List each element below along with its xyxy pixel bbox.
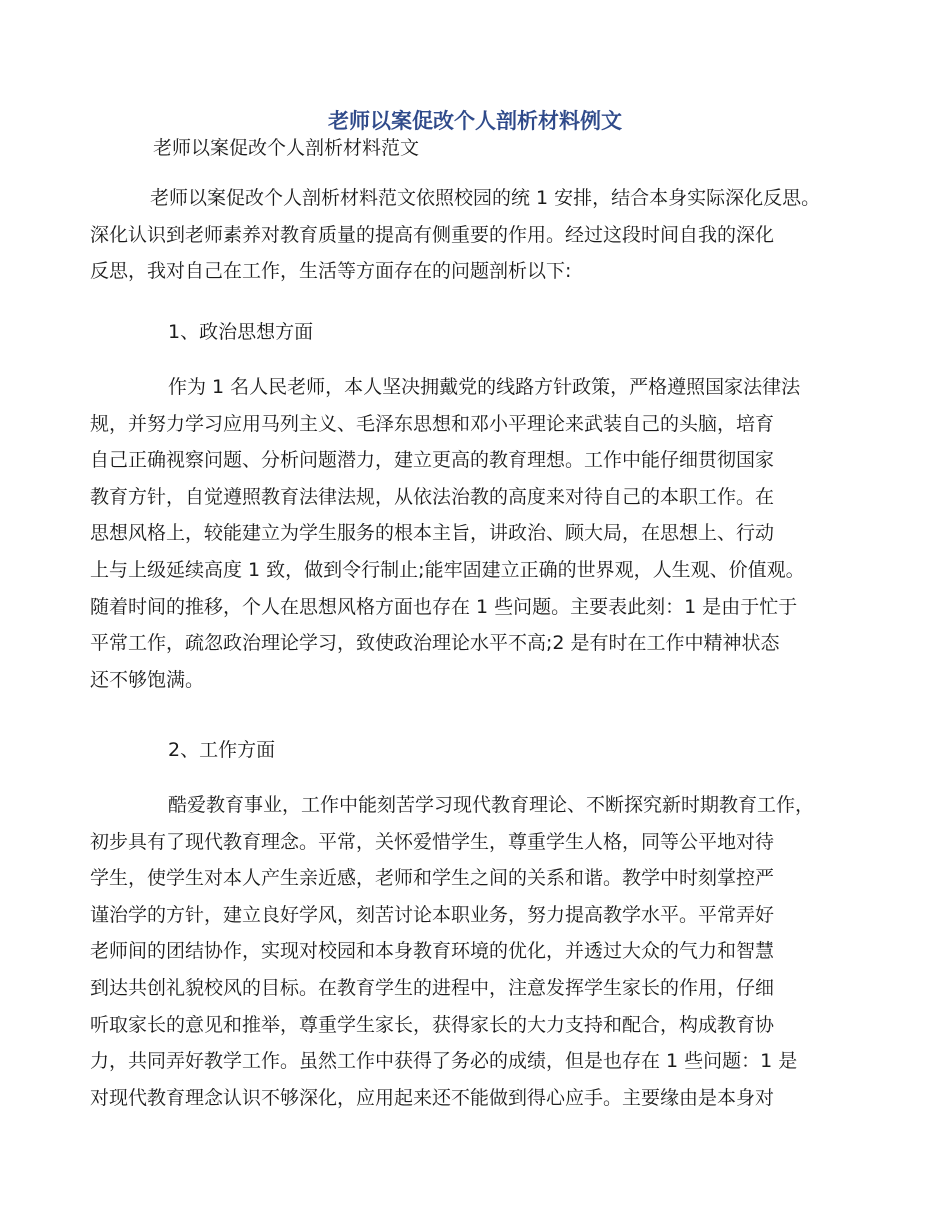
paragraph-line: 随着时间的推移，个人在思想风格方面也存在 1 些问题。主要表此刻：1 是由于忙于 (90, 595, 798, 618)
paragraph-line: 平常工作，疏忽政治理论学习，致使政治理论水平不高;2 是有时在工作中精神状态 (90, 632, 780, 655)
paragraph-line: 反思，我对自己在工作，生活等方面存在的问题剖析以下: (90, 260, 572, 283)
paragraph-line: 还不够饱满。 (90, 668, 205, 691)
paragraph-line: 听取家长的意见和推举，尊重学生家长，获得家长的大力支持和配合，构成教育协 (90, 1013, 775, 1036)
section-heading-politics: 1、政治思想方面 (168, 321, 314, 343)
paragraph-line: 初步具有了现代教育理念。平常，关怀爱惜学生，尊重学生人格，同等公平地对待 (90, 830, 775, 853)
paragraph-line: 教育方针，自觉遵照教育法律法规，从依法治教的高度来对待自己的本职工作。在 (90, 485, 775, 508)
document-title: 老师以案促改个人剖析材料例文 (328, 108, 622, 133)
document-subtitle: 老师以案促改个人剖析材料范文 (153, 137, 420, 159)
section-heading-work: 2、工作方面 (168, 739, 276, 761)
paragraph-line: 自己正确视察问题、分析问题潜力，建立更高的教育理想。工作中能仔细贯彻国家 (90, 449, 775, 472)
paragraph-line: 老师以案促改个人剖析材料范文依照校园的统 1 安排，结合本身实际深化反思。 (150, 187, 821, 209)
paragraph-line: 思想风格上，较能建立为学生服务的根本主旨，讲政治、顾大局，在思想上、行动 (90, 522, 775, 545)
politics-paragraph (90, 369, 880, 698)
paragraph-line: 力，共同弄好教学工作。虽然工作中获得了务必的成绩，但是也存在 1 些问题：1 是 (90, 1050, 798, 1073)
paragraph-line: 谨治学的方针，建立良好学风，刻苦讨论本职业务，努力提高教学水平。平常弄好 (90, 903, 775, 926)
paragraph-line: 作为 1 名人民老师，本人坚决拥戴党的线路方针政策，严格遵照国家法律法 (168, 376, 801, 398)
paragraph-line: 对现代教育理念认识不够深化，应用起来还不能做到得心应手。主要缘由是本身对 (90, 1086, 775, 1109)
paragraph-line: 上与上级延续高度 1 致，做到令行制止;能牢固建立正确的世界观，人生观、价值观。 (90, 558, 805, 581)
paragraph-line: 酷爱教育事业，工作中能刻苦学习现代教育理论、不断探究新时期教育工作， (168, 794, 815, 816)
paragraph-line: 到达共创礼貌校风的目标。在教育学生的进程中，注意发挥学生家长的作用，仔细 (90, 976, 775, 999)
work-paragraph (90, 787, 880, 1116)
paragraph-line: 规，并努力学习应用马列主义、毛泽东思想和邓小平理论来武装自己的头脑，培育 (90, 412, 775, 435)
paragraph-line: 学生，使学生对本人产生亲近感，老师和学生之间的关系和谐。教学中时刻掌控严 (90, 867, 775, 890)
intro-paragraph (90, 180, 880, 290)
paragraph-line: 深化认识到老师素养对教育质量的提高有侧重要的作用。经过这段时间自我的深化 (90, 223, 775, 246)
paragraph-line: 老师间的团结协作，实现对校园和本身教育环境的优化，并透过大众的气力和智慧 (90, 940, 775, 963)
